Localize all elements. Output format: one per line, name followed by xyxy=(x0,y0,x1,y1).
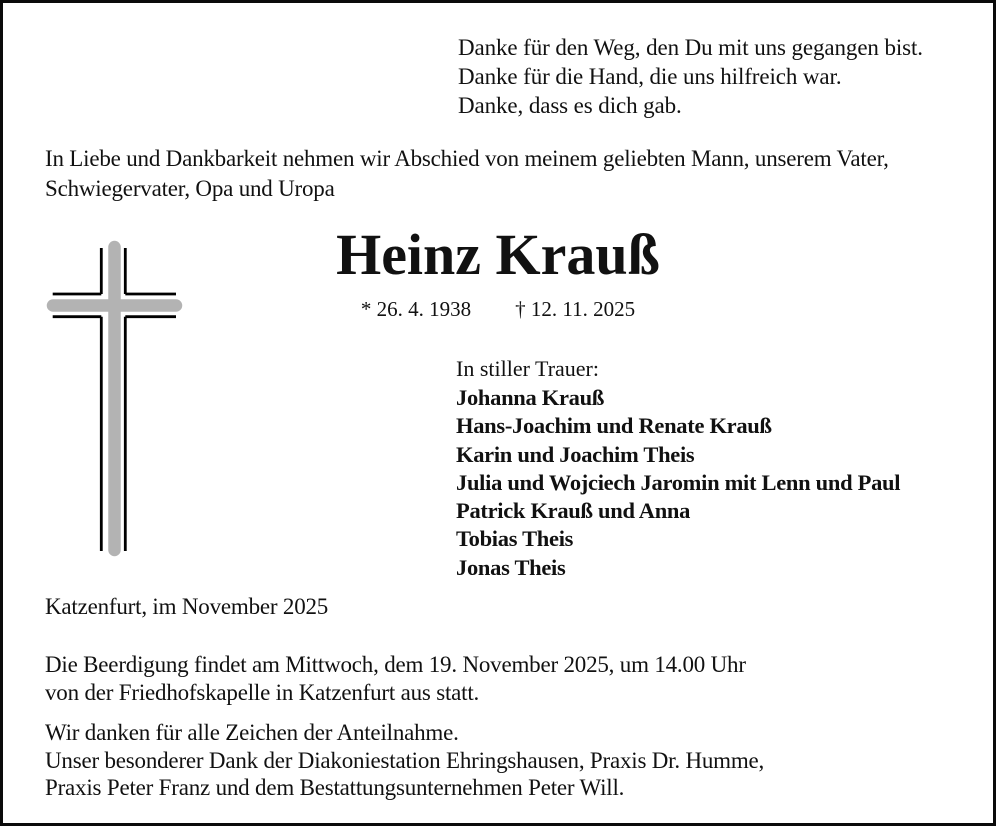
epigraph-line: Danke für den Weg, den Du mit uns gegangen bist. xyxy=(458,35,923,60)
mourner-name: Julia und Wojciech Jaromin mit Lenn und Paul xyxy=(456,469,901,495)
mourners-list xyxy=(456,384,900,582)
acknowledgement-line: Wir danken für alle Zeichen der Anteilnahme. xyxy=(45,720,459,745)
mourner-name: Hans-Joachim und Renate Krauß xyxy=(456,413,772,439)
cross-gray-bars xyxy=(53,247,176,550)
mourner-name: Tobias Theis xyxy=(456,526,574,552)
intro-line: In Liebe und Dankbarkeit nehmen wir Abschied von meinem geliebten Mann, unserem Vater, xyxy=(45,146,889,171)
intro-text xyxy=(45,144,889,203)
birth-date: * 26. 4. 1938 xyxy=(360,297,472,321)
memorial-cross-svg xyxy=(40,236,190,560)
acknowledgement xyxy=(45,719,764,802)
acknowledgement-line: Unser besonderer Dank der Diakoniestation Ehringshausen, Praxis Dr. Humme, xyxy=(45,747,765,773)
funeral-info-line: Die Beerdigung findet am Mittwoch, dem 19. November 2025, um 14.00 Uhr xyxy=(45,652,746,677)
epigraph-line: Danke, dass es dich gab. xyxy=(458,93,682,118)
mourner-name: Jonas Theis xyxy=(456,554,566,580)
mourner-name: Karin und Joachim Theis xyxy=(456,441,695,467)
death-date: † 12. 11. 2025 xyxy=(515,297,636,321)
funeral-info-line: von der Friedhofskapelle in Katzenfurt aus statt. xyxy=(45,679,480,705)
mourners-heading: In stiller Trauer: xyxy=(456,356,599,381)
epigraph xyxy=(458,33,923,120)
epigraph-line: Danke für die Hand, die uns hilfreich war. xyxy=(458,64,842,89)
memorial-cross-icon xyxy=(40,236,190,560)
funeral-info xyxy=(45,651,746,706)
intro-line: Schwiegervater, Opa und Uropa xyxy=(45,175,335,201)
acknowledgement-line: Praxis Peter Franz und dem Bestattungsunternehmen Peter Will. xyxy=(45,775,625,800)
place-date: Katzenfurt, im November 2025 xyxy=(45,594,329,619)
life-dates xyxy=(0,299,996,320)
mourner-name: Johanna Krauß xyxy=(456,385,605,410)
deceased-name: Heinz Krauß xyxy=(336,222,660,287)
mourner-name: Patrick Krauß und Anna xyxy=(456,498,691,524)
